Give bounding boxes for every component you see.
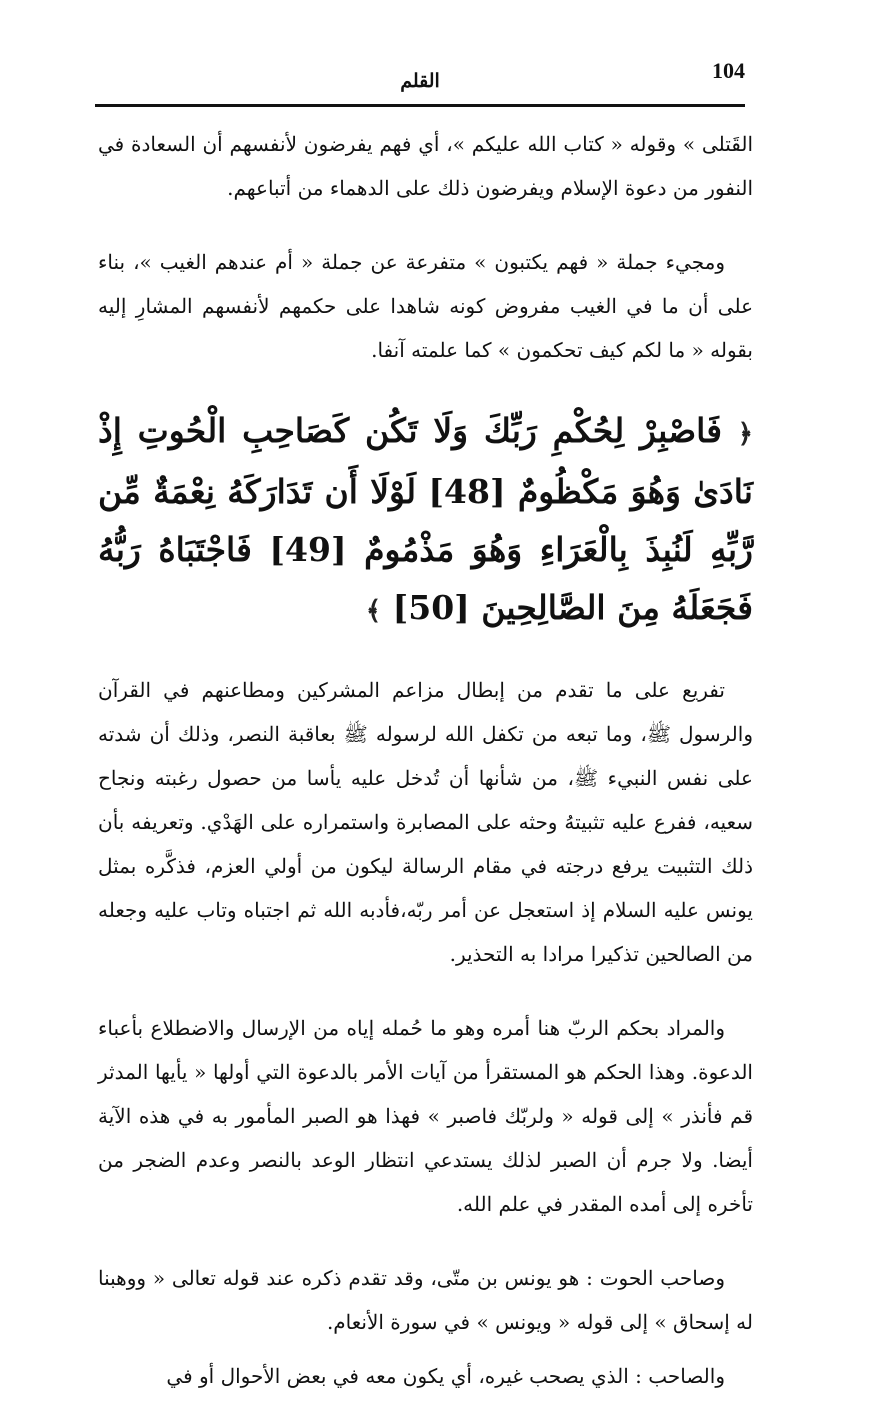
quran-verse-block bbox=[98, 402, 753, 640]
ornament-open-icon: ﴿ bbox=[737, 419, 753, 449]
running-title: القلم bbox=[400, 70, 440, 92]
page-header bbox=[95, 52, 745, 102]
paragraph-intro: القَتلى » وقوله « كتاب الله عليكم »، أي فهم يفرضون لأنفسهم أن السعادة في النفور من دعوة الإسلام ويفرضون ذلك على الدهماء من أتباعهم. bbox=[98, 132, 753, 200]
paragraph-context: ومجيء جملة « فهم يكتبون » متفرعة عن جملة « أم عندهم الغيب »، بناء على أن ما في الغيب مفروض كونه شاهدا على حكمهم لأنفسهم المشارِ إليه بقوله « ما لكم كيف تحكمون » كما علمته آنفا. bbox=[98, 250, 753, 362]
page-number: 104 bbox=[712, 58, 745, 83]
paragraph-commentary-3: وصاحب الحوت : هو يونس بن متّى، وقد تقدم ذكره عند قوله تعالى « ووهبنا له إسحاق » إلى قوله « ويونس » في سورة الأنعام. bbox=[98, 1266, 753, 1334]
page-body bbox=[98, 122, 753, 1428]
paragraph-commentary-1: تفريع على ما تقدم من إبطال مزاعم المشركين ومطاعنهم في القرآن والرسول ﷺ، وما تبعه من تكفل الله لرسوله ﷺ بعاقبة النصر، وذلك أن شدته على نفس النبيء ﷺ، من شأنها أن تُدخل عليه يأسا من حصول رغبته ونجاح سعيه، ففرع عليه تثبيتهُ وحثه على المصابرة واستمراره على الهَدْي. وتعريفه بأن ذلك التثبيت يرفع درجته في مقام الرسالة ليكون من أولي العزم، فذكَّره بمثل يونس عليه السلام إذ استعجل عن أمر ربّه،فأدبه الله ثم اجتباه وتاب عليه وجعله من الصالحين تذكيرا مرادا به التحذير. bbox=[98, 678, 753, 966]
ornament-close-icon: ﴾ bbox=[365, 596, 382, 626]
header-rule bbox=[95, 104, 745, 107]
paragraph-commentary-2: والمراد بحكم الربّ هنا أمره وهو ما حُمله إياه من الإرسال والاضطلاع بأعباء الدعوة. وهذا الحكم هو المستقرأ من آيات الأمر بالدعوة التي أولها « يأيها المدثر قم فأنذر » إلى قوله « ولربّك فاصبر » فهذا هو الصبر المأمور به في هذه الآية أيضا. ولا جرم أن الصبر لذلك يستدعي انتظار الوعد بالنصر وعدم الضجر من تأخره إلى أمده المقدر في علم الله. bbox=[98, 1016, 753, 1216]
quran-verse-text: فَاصْبِرْ لِحُكْمِ رَبِّكَ وَلَا تَكُن كَصَاحِبِ الْحُوتِ إِذْ نَادَىٰ وَهُوَ مَكْظُومٌ [48] لَوْلَا أَن تَدَارَكَهُ نِعْمَةٌ مِّن رَّبِّهِ لَنُبِذَ بِالْعَرَاءِ وَهُوَ مَذْمُومٌ [49] فَاجْتَبَاهُ رَبُّهُ فَجَعَلَهُ مِنَ الصَّالِحِينَ [50] bbox=[98, 411, 753, 627]
paragraph-commentary-4: والصاحب : الذي يصحب غيره، أي يكون معه في بعض الأحوال أو في bbox=[166, 1364, 725, 1388]
